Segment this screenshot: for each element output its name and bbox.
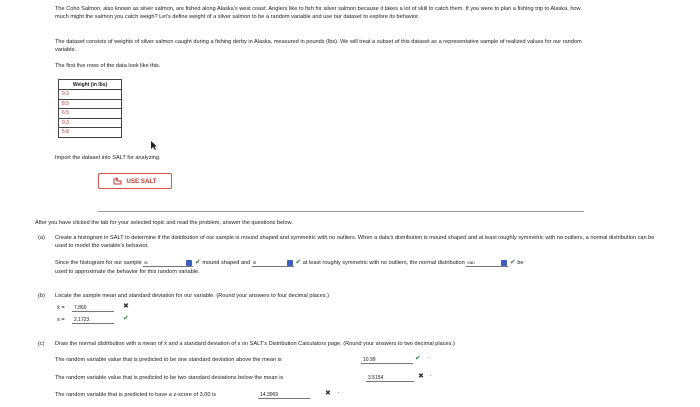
table-row: 5.8: [59, 128, 122, 138]
dropdown-icon: [287, 260, 293, 266]
part-a-answer-line: [55, 259, 675, 267]
part-a-question: Create a histogram in SALT to determine if the distribution of our sample is mound shaped and symmetric with no outliers. When a data's distribution is mound shaped and at least roughly symmetric with no outliers, a normal distribution can be used to model the variable's behavior.: [55, 235, 655, 249]
z-score-input[interactable]: 14.3969: [258, 392, 310, 399]
two-sd-below-input[interactable]: 3.5154: [366, 375, 414, 382]
part-c-label: (c): [38, 341, 45, 347]
select-normal-can-value: can: [467, 260, 475, 265]
mean-label: x̄ =: [57, 305, 65, 311]
select-histogram-is[interactable]: [143, 260, 193, 267]
dropdown-icon: [186, 260, 192, 266]
part-c-line-3: The random variable that is predicted to have a z-score of 3.00 is: [55, 392, 217, 398]
use-salt-label: USE SALT: [126, 177, 157, 185]
correct-check-icon: ✔: [194, 259, 201, 266]
import-instruction: Import the dataset into SALT for analyzing.: [55, 155, 161, 161]
divider: [98, 211, 584, 212]
part-c-line-2: The random variable value that is predicted to be two standard deviations below the mean is: [55, 375, 284, 381]
one-sd-above-input[interactable]: 10.99: [361, 357, 413, 364]
table-row: 9.3: [59, 118, 122, 128]
table-row: 9.2: [59, 90, 122, 100]
mouse-cursor-icon: [150, 141, 158, 151]
after-instruction: After you have clicked the tab for your selected topic and read the problem, answer the questions below.: [35, 220, 293, 226]
part-a-text-2: mound shaped and: [202, 260, 251, 266]
correct-check-icon: ✔: [123, 315, 129, 322]
intro-paragraph-1: The Coho Salmon, also known as silver salmon, are fished along Alaska's west coast. Anglers like to fish for silver salmon because it takes a lot of skill to catch them. If you were to plan a fishing trip to Alaska, how much might the salmon you catch weigh? Let's define weight of a silver salmon to be a random variable and use our dataset to explore its behavior.: [55, 6, 581, 20]
intro-paragraph-3: The first five rows of the data look like this.: [55, 63, 161, 69]
correct-check-icon: ✔: [509, 259, 516, 266]
table-row: 8.5: [59, 99, 122, 109]
correct-check-icon: ✔: [415, 355, 421, 362]
part-a-text-3: at least roughly symmetric with no outliers, the normal distribution: [302, 260, 465, 266]
correct-check-icon: ✔: [295, 259, 302, 266]
incorrect-x-icon: ✖: [418, 373, 424, 380]
period-mark: .: [428, 354, 430, 360]
table-header: Weight (in lbs): [59, 80, 122, 90]
select-symmetric-is[interactable]: [252, 260, 294, 267]
sd-input[interactable]: 2.1723: [72, 317, 114, 324]
part-a-text-1: Since the histogram for our sample: [55, 260, 142, 266]
part-c-question: Draw the normal distribution with a mean of x̄ and a standard deviation of s on SALT's Distribution Calculators page. (Round your answers to two decimal places.): [55, 341, 455, 347]
part-b-question: Locate the sample mean and standard deviation for our variable. (Round your answers to four decimal places.): [55, 293, 329, 299]
select-normal-can[interactable]: [466, 260, 508, 267]
part-c-line-1: The random variable value that is predicted to be one standard deviation above the mean is: [55, 357, 282, 363]
data-table: [58, 79, 122, 138]
intro-paragraph-2: The dataset consists of weights of silver salmon caught during a fishing derby in Alaska, measured in pounds (lbs). We will treat a subset of this dataset as a representative sample of realized values for our random variable.: [55, 39, 582, 53]
dropdown-icon: [501, 260, 507, 266]
mean-input[interactable]: 7.860: [72, 305, 114, 312]
period-mark: .: [430, 372, 432, 378]
select-symmetric-is-value: is: [252, 260, 257, 265]
part-a-text-5: used to approximate the behavior for this random variable.: [55, 269, 200, 275]
incorrect-x-icon: ✖: [325, 390, 331, 397]
period-mark: .: [338, 389, 340, 395]
incorrect-x-icon: ✖: [123, 303, 129, 310]
use-salt-button[interactable]: [98, 173, 172, 189]
part-a-text-4: be: [517, 260, 524, 266]
select-histogram-is-value: is: [144, 260, 148, 265]
sd-label: s =: [57, 317, 65, 323]
salt-icon: [113, 177, 122, 185]
table-row: 6.5: [59, 109, 122, 119]
part-b-label: (b): [38, 293, 45, 299]
part-a-label: (a): [38, 235, 45, 241]
